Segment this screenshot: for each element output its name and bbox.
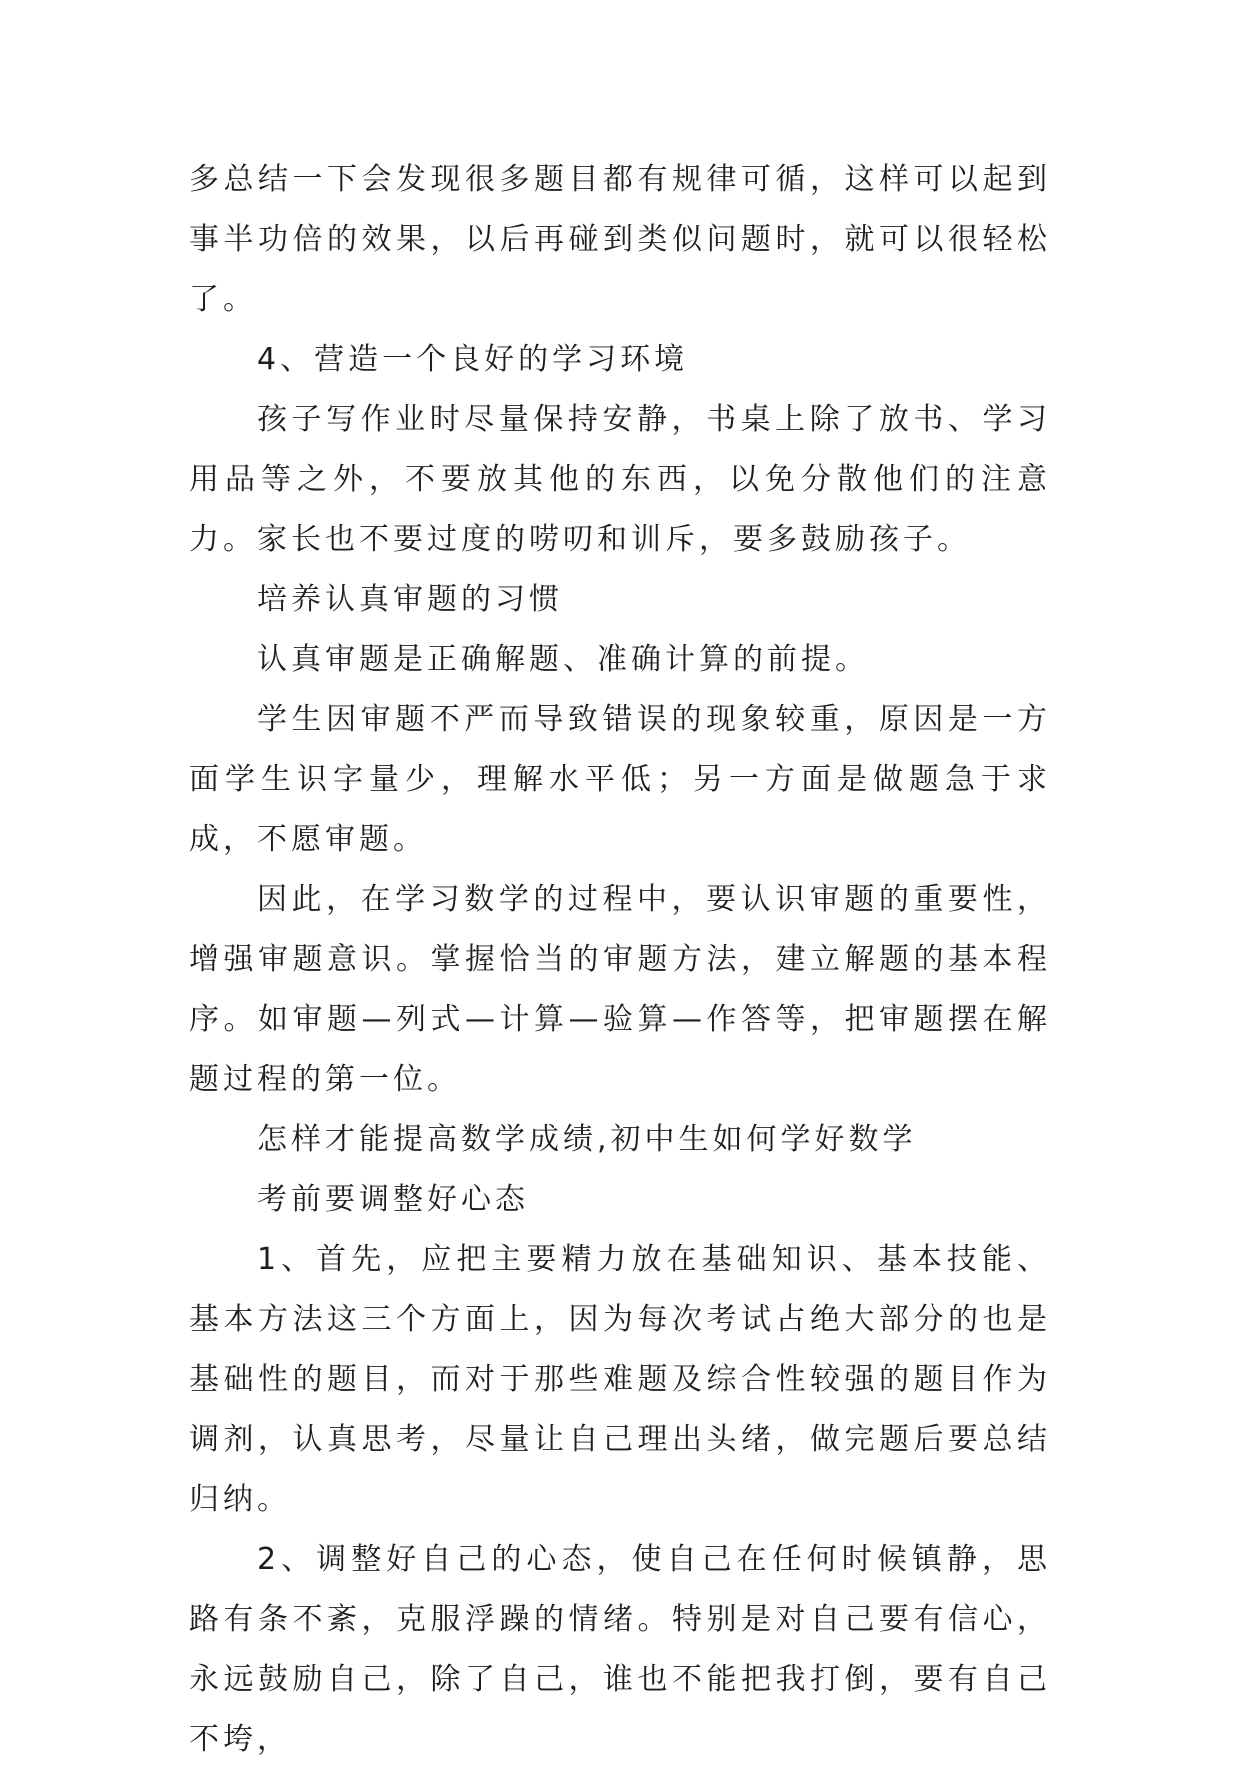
paragraph-exam-point-2: 2、调整好自己的心态，使自己在任何时候镇静，思路有条不紊，克服浮躁的情绪。特别是对自己要有信心，永远鼓励自己，除了自己，谁也不能把我打倒，要有自己不垮，	[189, 1542, 1051, 1757]
section-heading-learning-environment: 4、营造一个良好的学习环境	[257, 342, 689, 377]
paragraph-exam-point-1: 1、首先，应把主要精力放在基础知识、基本技能、基本方法这三个方面上，因为每次考试占绝大部分的也是基础性的题目，而对于那些难题及综合性较强的题目作为调剂，认真思考，尽量让自己理出头绪，做完题后要总结归纳。	[189, 1242, 1051, 1517]
paragraph-reading-method: 因此，在学习数学的过程中，要认识审题的重要性，增强审题意识。掌握恰当的审题方法，建立解题的基本程序。如审题—列式—计算—验算—作答等，把审题摆在解题过程的第一位。	[189, 882, 1051, 1097]
paragraph-quiet-homework: 孩子写作业时尽量保持安静，书桌上除了放书、学习用品等之外，不要放其他的东西，以免分散他们的注意力。家长也不要过度的唠叨和训斥，要多鼓励孩子。	[189, 402, 1051, 557]
paragraph-continuation: 多总结一下会发现很多题目都有规律可循，这样可以起到事半功倍的效果，以后再碰到类似问题时，就可以很轻松了。	[189, 162, 1051, 317]
section-heading-careful-reading: 培养认真审题的习惯	[257, 582, 563, 617]
section-heading-exam-mindset: 考前要调整好心态	[257, 1182, 529, 1217]
document-body	[189, 150, 1051, 1770]
paragraph-reading-errors: 学生因审题不严而导致错误的现象较重，原因是一方面学生识字量少，理解水平低；另一方面是做题急于求成，不愿审题。	[189, 702, 1051, 857]
paragraph-reading-premise: 认真审题是正确解题、准确计算的前提。	[257, 642, 869, 677]
article-title-line: 怎样才能提高数学成绩,初中生如何学好数学	[257, 1122, 917, 1157]
